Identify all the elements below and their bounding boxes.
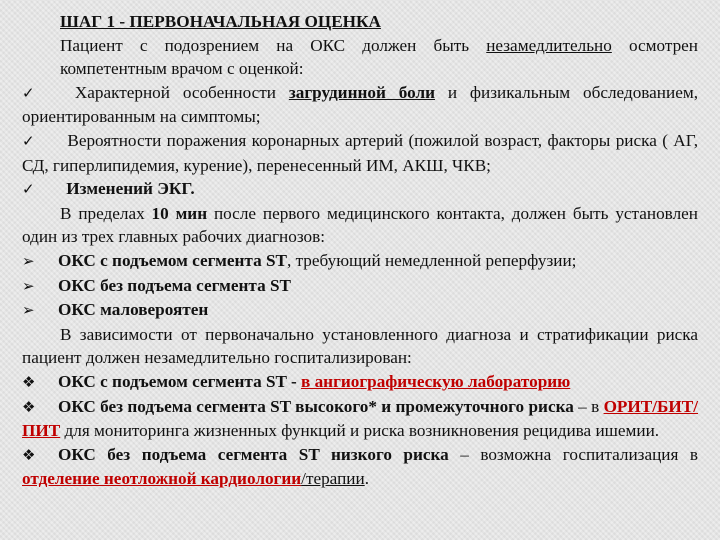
slide-content <box>22 10 698 491</box>
arrow-item-unlikely <box>22 298 698 323</box>
check-item-risk-factors <box>22 129 698 177</box>
arrow1-emphasis: ОКС с подъемом сегмента ST <box>58 250 287 270</box>
intro-text: Пациент с подозрением на ОКС должен быть <box>60 35 487 55</box>
hospitalization-paragraph <box>22 323 698 370</box>
check1-emphasis: загрудинной боли <box>288 82 436 102</box>
diamond-item-nstemi-low <box>22 443 698 491</box>
check-icon: ✓ <box>22 131 35 150</box>
diamond-icon: ❖ <box>22 372 36 391</box>
diagnosis-paragraph <box>22 202 698 249</box>
para2-text: В пределах <box>60 203 152 223</box>
diamond3-therapy: /терапии <box>301 469 365 489</box>
diamond-item-stemi <box>22 370 698 395</box>
para2-emphasis: 10 мин <box>151 203 208 223</box>
check2-text: Вероятности поражения коронарных артерий (пожилой возраст, факторы риска ( АГ, СД, гиперлипидемия, курение), перенесенный ИМ, АКШ, ЧКВ; <box>22 130 698 175</box>
para3-text: В зависимости от первоначально установленного диагноза и стратификации риска пациент должен незамедлительно госпитализирован: <box>22 324 698 368</box>
arrow-icon: ➢ <box>22 301 35 320</box>
arrow3-text: ОКС маловероятен <box>58 300 209 320</box>
slide-title <box>22 10 698 34</box>
check3-text: Изменений ЭКГ. <box>62 179 195 199</box>
arrow-item-nstemi <box>22 274 698 299</box>
diamond-item-nstemi-high <box>22 395 698 443</box>
arrow-icon: ➢ <box>22 251 35 270</box>
intro-paragraph <box>22 34 698 81</box>
diamond2-text-end: для мониторинга жизненных функций и риска возникновения рецидива ишемии. <box>60 421 660 441</box>
check-icon: ✓ <box>22 180 35 199</box>
title-text: ШАГ 1 - ПЕРВОНАЧАЛЬНАЯ ОЦЕНКА <box>60 12 381 31</box>
arrow-item-stemi <box>22 249 698 274</box>
diamond3-emphasis: ОКС без подъема сегмента ST низкого риска <box>58 444 449 464</box>
check1-text: Характерной особенности <box>62 82 289 102</box>
diamond3-text: – возможна госпитализация в <box>448 444 698 464</box>
check-item-chest-pain <box>22 81 698 129</box>
diamond3-period: . <box>364 469 369 489</box>
para2-text-end: после первого медицинского контакта, должен быть установлен один из трех главных рабочих диагнозов: <box>22 203 698 247</box>
arrow1-text: , требующий немедленной реперфузии; <box>286 250 577 270</box>
check-item-ecg <box>22 177 698 202</box>
intro-emphasis: незамедлительно <box>486 35 612 55</box>
check1-text-end: и физикальным обследованием, ориентированным на симптомы; <box>22 82 699 127</box>
diamond-icon: ❖ <box>22 397 36 416</box>
intro-text-end: осмотрен компетентным врачом с оценкой: <box>60 35 698 79</box>
check-icon: ✓ <box>22 83 35 102</box>
diamond1-text: ОКС с подъемом сегмента ST - <box>58 371 301 391</box>
diamond2-emphasis: ОКС без подъема сегмента ST высокого* и промежуточного риска <box>58 396 574 416</box>
diamond1-emphasis: в ангиографическую лабораторию <box>301 371 571 391</box>
arrow2-text: ОКС без подъема сегмента ST <box>58 275 291 295</box>
diamond2-unit: ОРИТ/БИТ/ПИТ <box>22 396 699 441</box>
diamond2-text: – в <box>573 396 604 416</box>
diamond-icon: ❖ <box>22 445 36 464</box>
arrow-icon: ➢ <box>22 276 35 295</box>
diamond3-department: отделение неотложной кардиологии <box>22 469 302 489</box>
